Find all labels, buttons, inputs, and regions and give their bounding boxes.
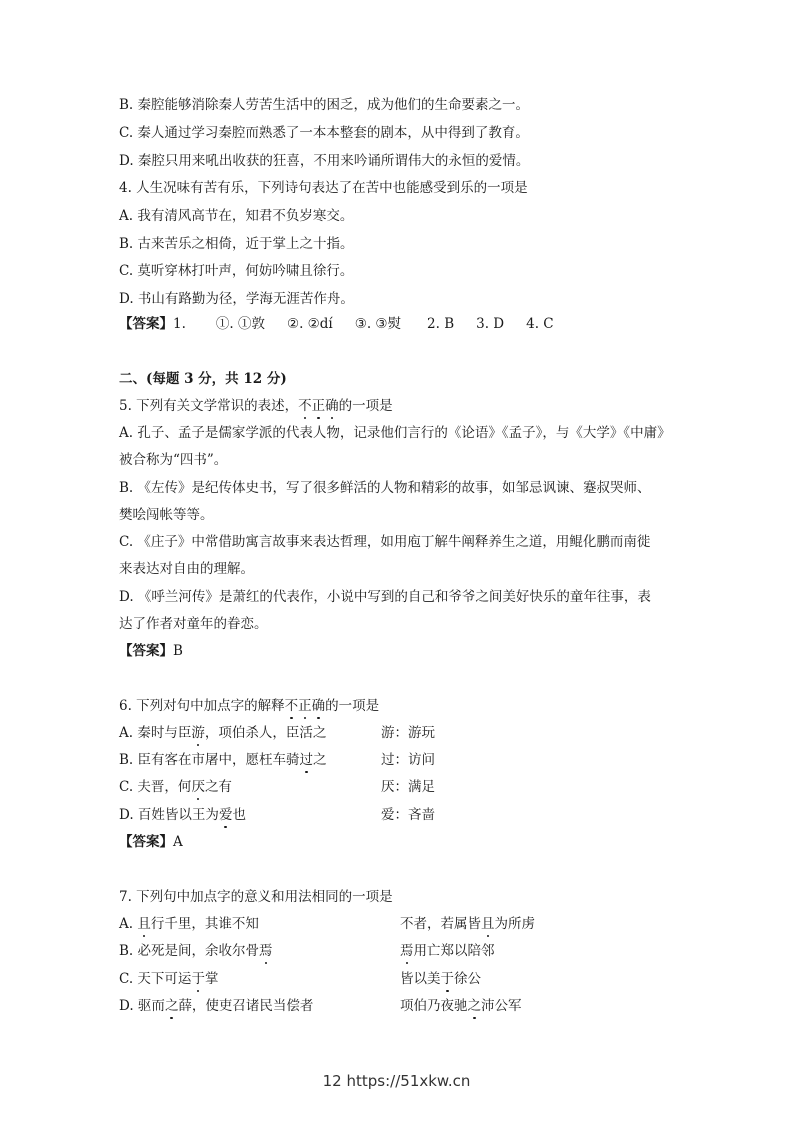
option-text: B. 臣有客在市屠中，愿枉车骑 — [119, 752, 300, 768]
q6-gloss-c: 厌：满足 — [381, 779, 435, 795]
option-text: D. 驱而 — [119, 998, 165, 1014]
answer-value: B — [173, 643, 183, 659]
q5-option-b-line1: B. 《左传》是纪传体史书，写了很多鲜活的人物和精彩的故事，如邹忌讽谏、蹇叔哭师、 — [119, 480, 651, 496]
emphasis-char: 焉 — [259, 943, 273, 959]
emphasis-char: 焉 — [400, 943, 414, 959]
q6-option-c — [119, 778, 232, 796]
option-text: 不者，若属皆 — [400, 916, 481, 932]
q3-option-d: D. 秦腔只用来吼出收获的狂喜，不用来吟诵所谓伟大的永恒的爱情。 — [119, 153, 530, 169]
q5-option-c-line1: C. 《庄子》中常借助寓言故事来表达哲理，如用庖丁解牛阐释养生之道，用鲲化鹏而南徙 — [119, 534, 651, 550]
emphasis-char: 不 — [284, 698, 299, 714]
q5-option-a-line1: A. 孔子、孟子是儒家学派的代表人物，记录他们言行的《论语》《孟子》，与《大学》《中庸》 — [119, 425, 671, 441]
q4-option-a: A. 我有清风高节在，知君不负岁寒交。 — [119, 208, 354, 224]
page-footer — [0, 1072, 793, 1090]
q5-stem-text: 的一项是 — [338, 398, 393, 414]
q6-answer — [119, 833, 183, 851]
option-text: A. 秦时与臣 — [119, 725, 192, 741]
emphasis-char: 正 — [298, 698, 312, 714]
q6-stem — [119, 697, 379, 715]
emphasis-char: 且 — [481, 916, 495, 932]
q6-stem-text: 6. 下列对句中加点字的解释 — [119, 698, 285, 714]
answer-label: 【答案】 — [119, 834, 173, 850]
option-text: C. 天下可运 — [119, 971, 192, 987]
emphasis-char: 且 — [137, 916, 151, 932]
emphasis-char: 于 — [191, 971, 205, 987]
q6-gloss-a: 游：游玩 — [381, 725, 435, 741]
answer-part: ①. ①敦 — [215, 316, 265, 332]
q7-option-b — [119, 942, 273, 960]
answer-part: ③. ③熨 — [354, 316, 402, 332]
answer-label: 【答案】 — [119, 316, 173, 332]
q7-option-a — [119, 915, 259, 933]
emphasis-char: 于 — [440, 971, 454, 987]
option-text: 薛，使吏召诸民当偿者 — [178, 998, 314, 1014]
footer-url[interactable]: https://51xkw.cn — [346, 1072, 471, 1090]
q5-stem — [119, 397, 393, 415]
q6-gloss-d: 爱：吝啬 — [381, 807, 435, 823]
q6-option-b — [119, 751, 327, 769]
emphasis-char: 游 — [191, 725, 205, 741]
section-heading: 二、(每题 3 分，共 12 分) — [119, 371, 287, 387]
q6-option-d — [119, 806, 246, 824]
option-text: 掌 — [204, 971, 219, 987]
q5-option-b-line2: 樊哙闯帐等等。 — [119, 507, 214, 523]
option-text: 用亡郑以陪邻 — [413, 943, 495, 959]
q5-answer — [119, 642, 183, 660]
q7-option-a-compare — [400, 915, 535, 933]
option-text: A. — [119, 916, 138, 932]
q5-option-d-line2: 达了作者对童年的眷恋。 — [119, 616, 268, 632]
option-text: 项伯乃夜驰 — [400, 998, 468, 1014]
q5-stem-text: 5. 下列有关文学常识的表述， — [119, 398, 299, 414]
answer-part: ②. ②dí — [286, 316, 333, 332]
answer-part: 4. C — [526, 316, 554, 332]
emphasis-char: 爱 — [218, 807, 233, 823]
emphasis-char: 正 — [311, 398, 326, 414]
answer-value: A — [173, 834, 183, 850]
emphasis-char: 厌 — [191, 779, 205, 795]
q7-option-c — [119, 970, 218, 988]
option-text: D. 百姓皆以王为 — [119, 807, 219, 823]
q4-option-c: C. 莫听穿林打叶声，何妨吟啸且徐行。 — [119, 263, 354, 279]
q7-option-c-compare — [400, 970, 481, 988]
option-text: ，项伯杀人，臣活之 — [204, 725, 327, 741]
emphasis-char: 之 — [164, 998, 179, 1014]
answer-part: 2. B — [427, 316, 455, 332]
q6-gloss-b: 过：访问 — [381, 752, 435, 768]
q5-option-a-line2: 被合称为“四书”。 — [119, 452, 228, 468]
answer-label: 【答案】 — [119, 643, 173, 659]
emphasis-char: 确 — [311, 698, 326, 714]
emphasis-char: 过 — [299, 752, 314, 768]
option-text: 之有 — [204, 779, 232, 795]
q3-option-b: B. 秦腔能够消除秦人劳苦生活中的困乏，成为他们的生命要素之一。 — [119, 97, 530, 113]
q7-stem: 7. 下列句中加点字的意义和用法相同的一项是 — [119, 889, 393, 905]
emphasis-char: 确 — [325, 398, 339, 414]
option-text: C. 夫晋，何 — [119, 779, 192, 795]
answer-part: 1. — [173, 316, 186, 332]
q5-option-c-line2: 来表达对自由的理解。 — [119, 561, 254, 577]
page-number: 12 — [322, 1072, 342, 1090]
answer-part: 3. D — [476, 316, 505, 332]
q6-option-a — [119, 724, 326, 742]
q4-option-d: D. 书山有路勤为径，学海无涯苦作舟。 — [119, 291, 354, 307]
option-text: 皆以美 — [400, 971, 441, 987]
q6-stem-text: 的一项是 — [325, 698, 380, 714]
q7-option-b-compare — [400, 942, 495, 960]
answer-row-1 — [119, 315, 554, 333]
option-text: B. 必死是间，余收尔骨 — [119, 943, 260, 959]
q5-option-d-line1: D. 《呼兰河传》是萧红的代表作，小说中写到的自己和爷爷之间美好快乐的童年往事，表 — [119, 589, 651, 605]
emphasis-char: 之 — [467, 998, 481, 1014]
q7-option-d — [119, 997, 313, 1015]
q4-option-b: B. 古来苦乐之相倚，近于掌上之十指。 — [119, 236, 354, 252]
option-text: 为所虏 — [494, 916, 535, 932]
option-text: 之 — [313, 752, 327, 768]
option-text: 沛公军 — [481, 998, 522, 1014]
option-text: 行千里，其谁不知 — [150, 916, 259, 932]
q4-stem: 4. 人生况味有苦有乐，下列诗句表达了在苦中也能感受到乐的一项是 — [119, 180, 528, 196]
q7-option-d-compare — [400, 997, 522, 1015]
option-text: 也 — [232, 807, 246, 823]
q3-option-c: C. 秦人通过学习秦腔而熟悉了一本本整套的剧本，从中得到了教育。 — [119, 125, 529, 141]
option-text: 徐公 — [454, 971, 481, 987]
emphasis-char: 不 — [298, 398, 312, 414]
